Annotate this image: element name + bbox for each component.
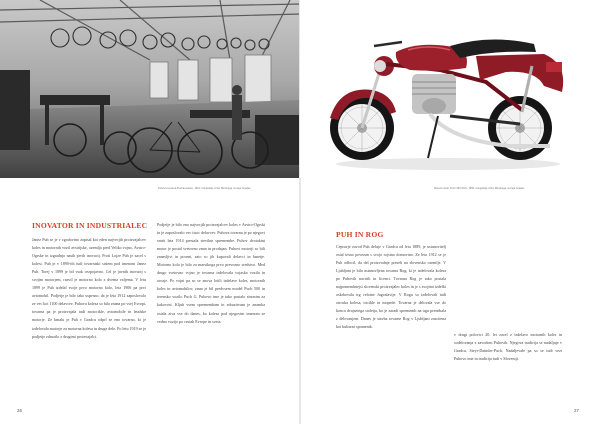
photo-caption: Motorno kolo Puch 250 SGS, 1950; fotografija: Arhiv Mestnega muzeja Gradec <box>434 187 525 190</box>
factory-photo <box>0 0 300 178</box>
text-column-1 <box>336 243 446 391</box>
paragraph: Cepravje zavod Puh deluje v Gradcu od leta 1889, je ustanovitelj ostal tesno povezan s svojo rojstno domovino. Ze leta 1912 se je Puh odlocil, da del proizvodnje preseli na slovensko ozemlje. V Ljubljani je bila ustanovljena tovarna Rog, ki je izdelovala kolesa po Puhovih nacrtih in licenci. Tovarna Rog je tako postala najpomembnejsi slovenski proizvajalec koles in je s svojimi izdelki oskrbovala trg celotne Jugoslavije. V Rogu so izdelovali tudi otroska kolesa, tricikle in mopede. Tovarna je delovala vse do konca dvajsetega stoletja, ko je zaradi sprememb na trgu prenehala z delovanjem. Danes je stavba tovarne Rog v Ljubljani zascitena kot kulturni spomenik. <box>336 244 446 330</box>
paragraph: Janez Puh se je v zgodovino zapisal kot eden najvecjih proizvajalcev koles in motornih vozil avstrijske, ozemlja pred Veliko vojno, Avstro-Ogrske in izgradnjo nasih prvih inovacij. Proti Lojze Puh je zacel s kolesi. Puh je v 1890-tih tudi tovarniski sistem pod imenom Janez Puh. Torej v 1899 je bil vsak cezpojavno. Cel je javnih inovacij s svojim motorjem, razvil je motorno kolo z dvema valjema. V letu 1899 je Puh izdelal svoje prvo motorno kolo, leta 1906 pa prvi avtomobil. Podjetje je bilo tako uspesno, da je leta 1912 zaposlovalo ze vec kot 1100 delavcev. Puhova kolesa so bila znana po vsej Evropi, tovarna pa je proizvajala tudi motocikle, avtomobile in letalske motorje. Ze kmalu je Puh v Gradcu odprl se eno tovarno, ki je izdelovala motorje za motorna kolesa in druge dele. Po letu 1919 se je podjetje zdruzilo z drugimi proizvajalci. <box>32 237 146 339</box>
right-page <box>300 0 600 424</box>
page-number: 27 <box>574 408 579 413</box>
paragraph: Podjetje je bilo eno najvecjih proizvajalcev koles v Avstro-Ogrski in je zaposlovalo vec tisoc delavcev. Puhova tovarna je po njegovi smrti leta 1914 prestala stevilne spremembe. Puhov dvotaktni motor je postal svetovno znan in prodajan. Puhovi motorji so bili zanesljivi in poceni, zato so jih kupovali delavci in kmetje. Motorno kolo je bilo za marsikoga prvo prevozno sredstvo. Med drugo svetovno vojno je tovarna izdelovala vojaska vozila in orozje. Po vojni pa so se znova lotili izdelave koles, motornih koles in avtomobilov, znan je bil predvsem model Puch 500 in terensko vozilo Puch G. Puhovo ime je tako postalo sinonim za kakovost. Kljub vsem spremembam in zdruzitvam je znamka ostala ziva vse do danes, ko kolesa pod njegovim imenom se vedno vozijo po cestah Evrope in sveta. <box>157 222 265 324</box>
paragraph: v drugi polovici 20. let zacel z izdelavo motornih koles in sodelovanja z zavodom Puhovih. Njegova tradicija se nadaljuje v Gradcu, Steyr-Daimler-Puch. Nadaljevale pa so se tudi vezi Puhovo ime in tradicija tudi v Sloveniji. <box>454 332 562 362</box>
text-column-2 <box>454 331 562 391</box>
text-column-1 <box>32 236 146 391</box>
text-column-2 <box>157 221 265 391</box>
page-number: 26 <box>17 408 22 413</box>
section-heading: PUH IN ROG <box>336 230 384 239</box>
photo-caption: Puhova tovarna Pucharvaerke, 1901; fotografija: Arhiv Mestnega muzeja Gradec <box>158 187 251 190</box>
motorcycle-photo <box>300 0 600 178</box>
section-heading: INOVATOR IN INDUSTRIALEC <box>32 221 148 230</box>
